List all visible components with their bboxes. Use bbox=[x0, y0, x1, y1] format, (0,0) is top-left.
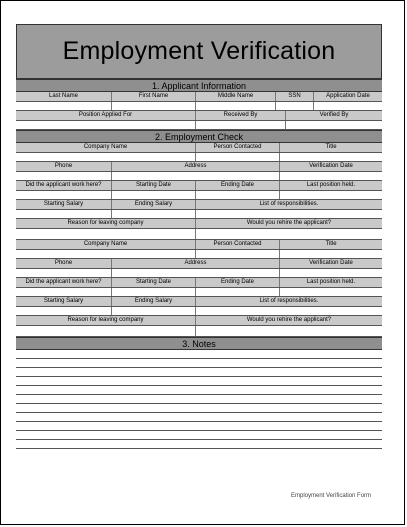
employer1-label-row-5 bbox=[16, 219, 382, 229]
first-name-label: First Name bbox=[112, 92, 196, 101]
last-position-label: Last position held. bbox=[306, 279, 356, 285]
last-position-label: Last position held. bbox=[306, 182, 356, 188]
employer2-input-row-3 bbox=[16, 288, 382, 297]
page-title: Employment Verification bbox=[62, 37, 336, 65]
reason-leaving-field[interactable] bbox=[16, 326, 196, 336]
last-name-field[interactable] bbox=[16, 102, 112, 110]
employer1-label-row-3 bbox=[16, 181, 382, 191]
application-date-field[interactable] bbox=[314, 102, 382, 110]
phone-field[interactable] bbox=[16, 269, 112, 277]
starting-salary-field[interactable] bbox=[16, 210, 112, 218]
applicant-input-row-2 bbox=[16, 121, 382, 130]
address-label: Address bbox=[112, 162, 280, 171]
ending-date-label: Ending Date bbox=[196, 278, 280, 287]
notes-line[interactable] bbox=[16, 386, 382, 395]
verification-form bbox=[16, 24, 382, 449]
footer-caption: Employment Verification Form bbox=[291, 493, 372, 499]
notes-line[interactable] bbox=[16, 368, 382, 377]
responsibilities-field[interactable] bbox=[196, 307, 382, 315]
employer1-label-row-4 bbox=[16, 200, 382, 210]
employer2-label-row-2 bbox=[16, 259, 382, 269]
first-name-field[interactable] bbox=[112, 102, 196, 110]
worked-here-field[interactable] bbox=[16, 191, 112, 199]
position-applied-label: Position Applied For bbox=[16, 111, 196, 120]
notes-area[interactable] bbox=[16, 350, 382, 449]
ssn-field[interactable] bbox=[276, 102, 314, 110]
applicant-label-row-1 bbox=[16, 92, 382, 102]
starting-date-field[interactable] bbox=[112, 191, 196, 199]
starting-salary-label: Starting Salary bbox=[16, 200, 112, 209]
title-banner bbox=[16, 24, 382, 79]
ending-salary-label: Ending Salary bbox=[112, 297, 196, 306]
starting-salary-field[interactable] bbox=[16, 307, 112, 315]
address-field[interactable] bbox=[112, 269, 280, 277]
company-name-label: Company Name bbox=[16, 240, 196, 249]
title-label: Title bbox=[325, 241, 337, 247]
company-name-field[interactable] bbox=[16, 250, 196, 258]
address-field[interactable] bbox=[112, 172, 280, 180]
employer1-label-row-2 bbox=[16, 162, 382, 172]
person-contacted-field[interactable] bbox=[196, 153, 280, 161]
notes-line[interactable] bbox=[16, 350, 382, 359]
section-header-employment: 2. Employment Check bbox=[16, 130, 382, 143]
employer2-input-row-2 bbox=[16, 269, 382, 278]
starting-date-field[interactable] bbox=[112, 288, 196, 296]
section-header-applicant: 1. Applicant Information bbox=[16, 79, 382, 92]
middle-name-field[interactable] bbox=[196, 102, 276, 110]
worked-here-field[interactable] bbox=[16, 288, 112, 296]
responsibilities-field[interactable] bbox=[196, 210, 382, 218]
reason-leaving-label: Reason for leaving company bbox=[16, 219, 196, 228]
starting-salary-label: Starting Salary bbox=[16, 297, 112, 306]
worked-here-label: Did the applicant work here? bbox=[16, 181, 112, 190]
ending-salary-label: Ending Salary bbox=[112, 200, 196, 209]
position-applied-field[interactable] bbox=[16, 121, 196, 129]
verified-by-label: Verified By bbox=[319, 112, 349, 118]
employer2-label-row-5 bbox=[16, 316, 382, 326]
employer2-input-row-1 bbox=[16, 250, 382, 259]
employer2-input-row-5 bbox=[16, 326, 382, 337]
employer1-input-row-5 bbox=[16, 229, 382, 240]
address-label: Address bbox=[112, 259, 280, 268]
employer1-input-row-2 bbox=[16, 172, 382, 181]
employer2-label-row-1 bbox=[16, 240, 382, 250]
verification-date-label: Verification Date bbox=[309, 163, 353, 169]
employer2-input-row-4 bbox=[16, 307, 382, 316]
last-position-field[interactable] bbox=[280, 191, 382, 199]
notes-line[interactable] bbox=[16, 422, 382, 431]
notes-line[interactable] bbox=[16, 404, 382, 413]
notes-line[interactable] bbox=[16, 440, 382, 449]
notes-line[interactable] bbox=[16, 359, 382, 368]
ending-salary-field[interactable] bbox=[112, 307, 196, 315]
company-name-field[interactable] bbox=[16, 153, 196, 161]
phone-field[interactable] bbox=[16, 172, 112, 180]
rehire-field[interactable] bbox=[196, 229, 382, 239]
last-name-label: Last Name bbox=[16, 92, 112, 101]
reason-leaving-field[interactable] bbox=[16, 229, 196, 239]
worked-here-label: Did the applicant work here? bbox=[16, 278, 112, 287]
ending-date-field[interactable] bbox=[196, 191, 280, 199]
applicant-label-row-2 bbox=[16, 111, 382, 121]
notes-line[interactable] bbox=[16, 377, 382, 386]
starting-date-label: Starting Date bbox=[112, 278, 196, 287]
section-header-notes: 3. Notes bbox=[16, 337, 382, 350]
employer2-label-row-3 bbox=[16, 278, 382, 288]
title-field[interactable] bbox=[280, 153, 382, 161]
employer2-label-row-4 bbox=[16, 297, 382, 307]
middle-name-label: Middle Name bbox=[196, 92, 276, 101]
starting-date-label: Starting Date bbox=[112, 181, 196, 190]
received-by-field[interactable] bbox=[196, 121, 286, 129]
ending-date-field[interactable] bbox=[196, 288, 280, 296]
rehire-field[interactable] bbox=[196, 326, 382, 336]
title-label: Title bbox=[325, 144, 337, 150]
person-contacted-label: Person Contacted bbox=[196, 240, 280, 249]
application-date-label: Application Date bbox=[326, 93, 370, 99]
person-contacted-label: Person Contacted bbox=[196, 143, 280, 152]
verification-date-field[interactable] bbox=[280, 172, 382, 180]
person-contacted-field[interactable] bbox=[196, 250, 280, 258]
rehire-label: Would you rehire the applicant? bbox=[246, 220, 332, 226]
company-name-label: Company Name bbox=[16, 143, 196, 152]
responsibilities-label: List of responsibilities. bbox=[259, 298, 319, 304]
employer1-input-row-3 bbox=[16, 191, 382, 200]
verification-date-label: Verification Date bbox=[309, 260, 353, 266]
reason-leaving-label: Reason for leaving company bbox=[16, 316, 196, 325]
employer1-input-row-1 bbox=[16, 153, 382, 162]
ending-date-label: Ending Date bbox=[196, 181, 280, 190]
ending-salary-field[interactable] bbox=[112, 210, 196, 218]
responsibilities-label: List of responsibilities. bbox=[259, 201, 319, 207]
employer1-label-row-1 bbox=[16, 143, 382, 153]
phone-label: Phone bbox=[16, 162, 112, 171]
notes-line[interactable] bbox=[16, 413, 382, 422]
notes-line[interactable] bbox=[16, 431, 382, 440]
ssn-label: SSN bbox=[276, 92, 314, 101]
notes-line[interactable] bbox=[16, 395, 382, 404]
verified-by-field[interactable] bbox=[286, 121, 382, 129]
last-position-field[interactable] bbox=[280, 288, 382, 296]
applicant-input-row-1 bbox=[16, 102, 382, 111]
title-field[interactable] bbox=[280, 250, 382, 258]
verification-date-field[interactable] bbox=[280, 269, 382, 277]
phone-label: Phone bbox=[16, 259, 112, 268]
rehire-label: Would you rehire the applicant? bbox=[246, 317, 332, 323]
received-by-label: Received By bbox=[196, 111, 286, 120]
employer1-input-row-4 bbox=[16, 210, 382, 219]
